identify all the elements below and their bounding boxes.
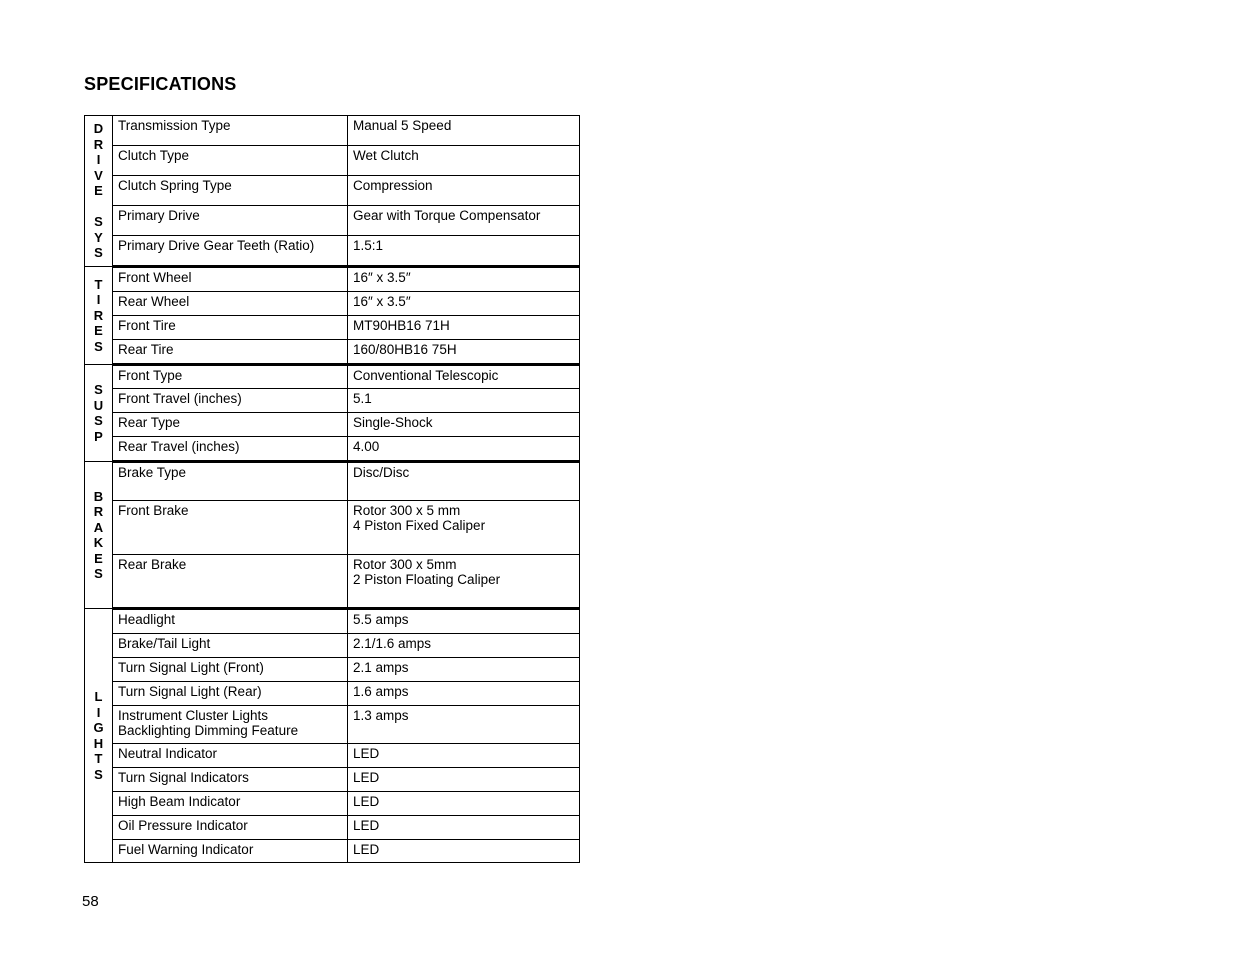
- spec-name: Primary Drive: [113, 206, 348, 236]
- spec-name: Rear Type: [113, 413, 348, 437]
- spec-value: Single-Shock: [348, 413, 580, 437]
- spec-value: LED: [348, 840, 580, 863]
- specifications-table: [84, 115, 580, 863]
- spec-name: Clutch Type: [113, 146, 348, 176]
- table-row: [85, 462, 580, 501]
- spec-name: Oil Pressure Indicator: [113, 816, 348, 840]
- spec-name: Rear Travel (inches): [113, 437, 348, 462]
- table-row: [85, 609, 580, 634]
- spec-name: Front Type: [113, 365, 348, 389]
- table-row: [85, 744, 580, 768]
- spec-name: Fuel Warning Indicator: [113, 840, 348, 863]
- spec-value: 5.5 amps: [348, 609, 580, 634]
- spec-value: Disc/Disc: [348, 462, 580, 501]
- page-title: SPECIFICATIONS: [84, 74, 237, 94]
- table-row: [85, 389, 580, 413]
- spec-name: Brake Type: [113, 462, 348, 501]
- spec-name: Front Wheel: [113, 267, 348, 292]
- spec-value: LED: [348, 744, 580, 768]
- spec-name: Instrument Cluster Lights Backlighting Dimming Feature: [113, 706, 348, 744]
- table-row: [85, 176, 580, 206]
- table-row: [85, 634, 580, 658]
- spec-value: 16″ x 3.5″: [348, 292, 580, 316]
- section-label-tires: T I R E S: [85, 267, 113, 365]
- spec-value: 16″ x 3.5″: [348, 267, 580, 292]
- spec-value: LED: [348, 768, 580, 792]
- table-row: [85, 413, 580, 437]
- spec-value: 2.1/1.6 amps: [348, 634, 580, 658]
- spec-value: MT90HB16 71H: [348, 316, 580, 340]
- spec-name: High Beam Indicator: [113, 792, 348, 816]
- table-row: [85, 437, 580, 462]
- spec-value: Rotor 300 x 5mm 2 Piston Floating Caliper: [348, 555, 580, 609]
- spec-value: 2.1 amps: [348, 658, 580, 682]
- spec-value: 1.6 amps: [348, 682, 580, 706]
- spec-value: Gear with Torque Compensator: [348, 206, 580, 236]
- table-row: [85, 116, 580, 146]
- section-label-susp: S U S P: [85, 365, 113, 462]
- spec-value: Compression: [348, 176, 580, 206]
- spec-value: Manual 5 Speed: [348, 116, 580, 146]
- table-row: [85, 267, 580, 292]
- page-number: 58: [82, 893, 99, 910]
- table-row: [85, 206, 580, 236]
- spec-value: Rotor 300 x 5 mm 4 Piston Fixed Caliper: [348, 501, 580, 555]
- table-row: [85, 768, 580, 792]
- spec-name: Rear Wheel: [113, 292, 348, 316]
- table-row: [85, 316, 580, 340]
- spec-name: Turn Signal Light (Front): [113, 658, 348, 682]
- spec-name: Headlight: [113, 609, 348, 634]
- spec-name: Primary Drive Gear Teeth (Ratio): [113, 236, 348, 267]
- spec-name: Front Travel (inches): [113, 389, 348, 413]
- table-row: [85, 706, 580, 744]
- spec-value: Wet Clutch: [348, 146, 580, 176]
- spec-name: Front Tire: [113, 316, 348, 340]
- table-row: [85, 292, 580, 316]
- spec-name: Turn Signal Light (Rear): [113, 682, 348, 706]
- spec-value: 4.00: [348, 437, 580, 462]
- table-row: [85, 146, 580, 176]
- spec-value: Conventional Telescopic: [348, 365, 580, 389]
- spec-value: LED: [348, 816, 580, 840]
- table-row: [85, 840, 580, 863]
- table-row: [85, 340, 580, 365]
- table-row: [85, 682, 580, 706]
- table-row: [85, 658, 580, 682]
- spec-value: 1.5:1: [348, 236, 580, 267]
- spec-value: 5.1: [348, 389, 580, 413]
- spec-name: Rear Tire: [113, 340, 348, 365]
- spec-name: Rear Brake: [113, 555, 348, 609]
- spec-name: Front Brake: [113, 501, 348, 555]
- section-label-drive-sys: D R I V E S Y S: [85, 116, 113, 267]
- table-row: [85, 236, 580, 267]
- spec-name: Brake/Tail Light: [113, 634, 348, 658]
- spec-name: Clutch Spring Type: [113, 176, 348, 206]
- table-row: [85, 501, 580, 555]
- table-row: [85, 792, 580, 816]
- spec-value: LED: [348, 792, 580, 816]
- spec-value: 160/80HB16 75H: [348, 340, 580, 365]
- spec-name: Neutral Indicator: [113, 744, 348, 768]
- section-label-lights: L I G H T S: [85, 609, 113, 863]
- spec-name: Turn Signal Indicators: [113, 768, 348, 792]
- section-label-brakes: B R A K E S: [85, 462, 113, 609]
- table-row: [85, 555, 580, 609]
- spec-name: Transmission Type: [113, 116, 348, 146]
- table-row: [85, 365, 580, 389]
- table-row: [85, 816, 580, 840]
- spec-value: 1.3 amps: [348, 706, 580, 744]
